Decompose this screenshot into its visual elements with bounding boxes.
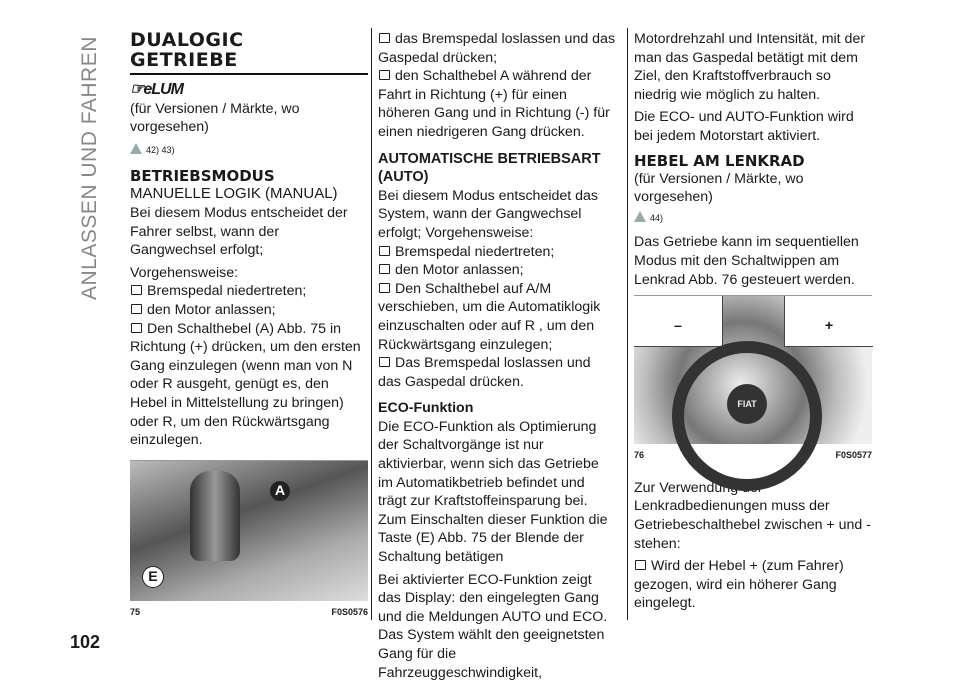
section-title: DUALOGIC GETRIEBE <box>130 30 368 75</box>
list-item: den Motor anlassen; <box>378 261 616 280</box>
warning-icon <box>634 211 646 222</box>
bullet-icon <box>131 323 142 333</box>
bullet-icon <box>379 264 390 274</box>
availability-note: (für Versionen / Märkte, wo vorgesehen) <box>130 100 300 136</box>
column-1 <box>130 30 368 621</box>
paragraph: Bei diesem Modus entscheidet das System, wann der Gangwechsel erfolgt; Vorgehensweise: <box>378 187 599 241</box>
page-number: 102 <box>70 632 101 652</box>
bullet-icon <box>379 70 390 80</box>
heading-betriebsmodus: BETRIEBSMODUS <box>130 167 275 186</box>
list-item: den Motor anlassen; <box>130 301 368 320</box>
warning-icon <box>130 143 142 154</box>
bullet-icon <box>379 33 390 43</box>
figure-steering-wheel <box>634 295 872 444</box>
paddle-plus: + <box>784 296 873 347</box>
bullet-icon <box>379 246 390 256</box>
column-3 <box>634 30 872 613</box>
heading-hebel: HEBEL AM LENKRAD <box>634 151 805 170</box>
bullet-icon <box>131 285 142 295</box>
fiat-logo: FIAT <box>727 384 767 424</box>
bullet-icon <box>131 304 142 314</box>
list-item: Den Schalthebel (A) Abb. 75 in Richtung (+) drücken, um den ersten Gang einzulegen (wenn man von N oder R ausgeht, genügt es, den Hebel in Mittelstellung zu bringen) oder R, um den Rückwärtsgang einzulegen. <box>130 320 361 449</box>
paragraph: Die ECO- und AUTO-Funktion wird bei jedem Motorstart aktiviert. <box>634 109 854 144</box>
figure-caption: 75 F0S0576 <box>130 606 368 617</box>
list-item: Wird der Hebel + (zum Fahrer) gezogen, wird ein höherer Gang eingelegt. <box>634 558 844 612</box>
list-item: Bremspedal niedertreten; <box>378 243 616 262</box>
heading-eco: ECO-Funktion <box>378 400 474 417</box>
bullet-icon <box>635 560 646 570</box>
availability-note: (für Versionen / Märkte, wo vorgesehen) <box>634 170 804 206</box>
paragraph: Zur Verwendung der Lenkradbedienungen muss der Getriebeschalthebel zwischen + und - stehen: <box>634 479 871 552</box>
column-divider <box>371 28 372 620</box>
paragraph: Bei diesem Modus entscheidet der Fahrer selbst, wann der Gangwechsel erfolgt; <box>130 204 348 259</box>
gear-knob <box>190 471 240 561</box>
paragraph: Vorgehensweise: <box>130 264 239 281</box>
eco-logo: ☞eLUM <box>130 81 183 98</box>
paragraph: Das Getriebe kann im sequentiellen Modus mit den Schaltwippen am Lenkrad Abb. 76 gesteuert werden. <box>634 234 859 288</box>
heading-auto: AUTOMATISCHE BETRIEBSART (AUTO) <box>378 150 601 186</box>
column-2 <box>378 30 616 686</box>
heading-manual: MANUELLE LOGIK (MANUAL) <box>130 185 338 203</box>
list-item: Das Bremspedal loslassen und das Gaspedal drücken. <box>378 355 591 390</box>
label-e: E <box>142 566 164 588</box>
figure-gear-lever <box>130 460 368 601</box>
paddle-minus: – <box>634 296 723 347</box>
list-item: Den Schalthebel auf A/M verschieben, um die Automatiklogik einzuschalten oder auf R , um den Rückwärtsgang einzulegen; <box>378 280 601 353</box>
section-side-title: ANLASSEN UND FAHREN <box>78 36 101 300</box>
warning-refs: 42) 43) <box>130 141 368 160</box>
list-item: das Bremspedal loslassen und das Gaspedal drücken; <box>378 31 616 66</box>
label-a: A <box>270 481 290 501</box>
paragraph: Motordrehzahl und Intensität, mit der man das Gaspedal betätigt mit dem Ziel, den Kraftstoffverbrauch so niedrig wie möglich zu halten. <box>634 31 866 103</box>
figure-caption: 76 F0S0577 <box>634 450 872 461</box>
paragraph: Die ECO-Funktion als Optimierung der Schaltvorgänge ist nur aktivierbar, wenn sich das Getriebe im Automatikbetrieb befindet und trägt zur Kraftstoffeinsparung bei. Zum Einschalten dieser Funktion die Taste (E) Abb. 75 der Blende der Schaltung betätigen <box>378 418 608 566</box>
warning-refs: 44) <box>634 209 872 228</box>
list-item: den Schalthebel A während der Fahrt in Richtung (+) für einen höheren Gang und in Richtung (-) für einen niedrigeren Gang drücken. <box>378 68 610 140</box>
column-divider <box>627 28 628 620</box>
bullet-icon <box>379 283 390 293</box>
bullet-icon <box>379 357 390 367</box>
list-item: Bremspedal niedertreten; <box>130 282 368 301</box>
paragraph: Bei aktivierter ECO-Funktion zeigt das Display: den eingelegten Gang und die Meldungen AUTO und ECO. Das System wählt den geeignetsten Gang für die Fahrzeuggeschwindigkeit, <box>378 571 608 681</box>
